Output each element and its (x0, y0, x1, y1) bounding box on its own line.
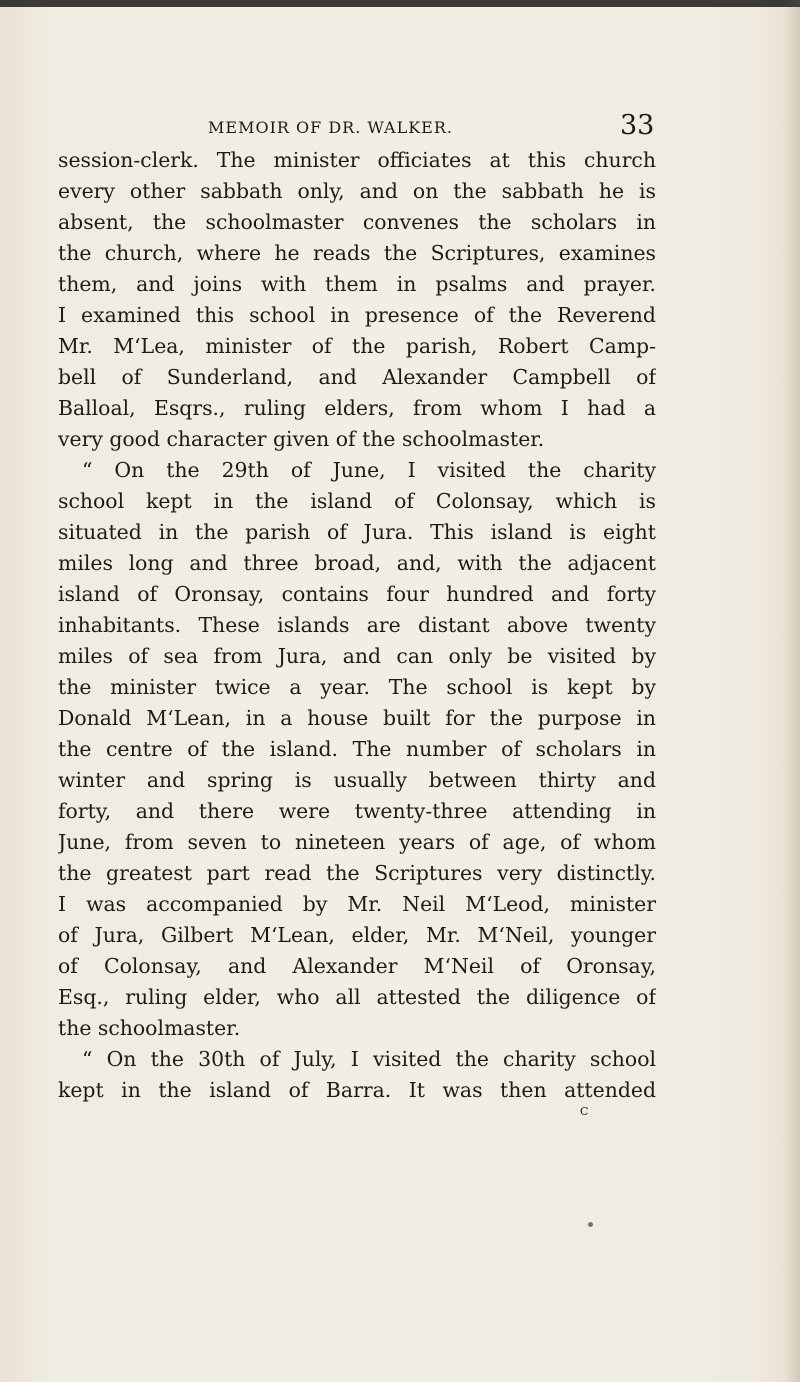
text-line: the centre of the island. The number of scholars in (58, 737, 656, 761)
text-line: I examined this school in presence of the Reverend (58, 303, 656, 327)
text-line: I was accompanied by Mr. Neil M‘Leod, minister (58, 892, 656, 916)
text-line: winter and spring is usually between thirty and (58, 768, 656, 792)
text-line: the greatest part read the Scriptures very distinctly. (58, 861, 656, 885)
text-line: Esq., ruling elder, who all attested the diligence of (58, 985, 656, 1009)
top-border (0, 0, 800, 7)
text-line: every other sabbath only, and on the sabbath he is (58, 179, 656, 203)
paragraph-start-line: “ On the 30th of July, I visited the charity school (82, 1047, 656, 1071)
body-text (58, 145, 656, 1106)
text-line: Mr. M‘Lea, minister of the parish, Robert Camp- (58, 334, 656, 358)
text-line: of Jura, Gilbert M‘Lean, elder, Mr. M‘Neil, younger (58, 923, 656, 947)
text-line: very good character given of the schoolmaster. (58, 427, 545, 451)
signature-mark: c (580, 1101, 589, 1119)
page-edge-shadow (784, 0, 800, 1382)
text-line: June, from seven to nineteen years of age, of whom (58, 830, 656, 854)
running-head: MEMOIR OF DR. WALKER. (208, 118, 453, 137)
ink-speck (588, 1222, 593, 1227)
text-line: situated in the parish of Jura. This island is eight (58, 520, 656, 544)
text-line: the minister twice a year. The school is kept by (58, 675, 656, 699)
page-number: 33 (620, 110, 655, 141)
text-line: school kept in the island of Colonsay, which is (58, 489, 656, 513)
text-line: kept in the island of Barra. It was then attended (58, 1078, 656, 1102)
text-line: the schoolmaster. (58, 1016, 241, 1040)
text-line: Donald M‘Lean, in a house built for the purpose in (58, 706, 656, 730)
text-line: of Colonsay, and Alexander M‘Neil of Oronsay, (58, 954, 656, 978)
paragraph-start-line: “ On the 29th of June, I visited the charity (82, 458, 656, 482)
page-header (0, 110, 800, 146)
text-line: forty, and there were twenty-three attending in (58, 799, 656, 823)
text-line: session-clerk. The minister officiates at this church (58, 148, 656, 172)
text-line: them, and joins with them in psalms and prayer. (58, 272, 656, 296)
text-line: absent, the schoolmaster convenes the scholars in (58, 210, 656, 234)
text-line: the church, where he reads the Scriptures, examines (58, 241, 656, 265)
text-line: island of Oronsay, contains four hundred and forty (58, 582, 656, 606)
text-line: Balloal, Esqrs., ruling elders, from whom I had a (58, 396, 656, 420)
text-line: miles of sea from Jura, and can only be visited by (58, 644, 656, 668)
text-line: inhabitants. These islands are distant above twenty (58, 613, 656, 637)
text-line: bell of Sunderland, and Alexander Campbell of (58, 365, 656, 389)
text-line: miles long and three broad, and, with the adjacent (58, 551, 656, 575)
